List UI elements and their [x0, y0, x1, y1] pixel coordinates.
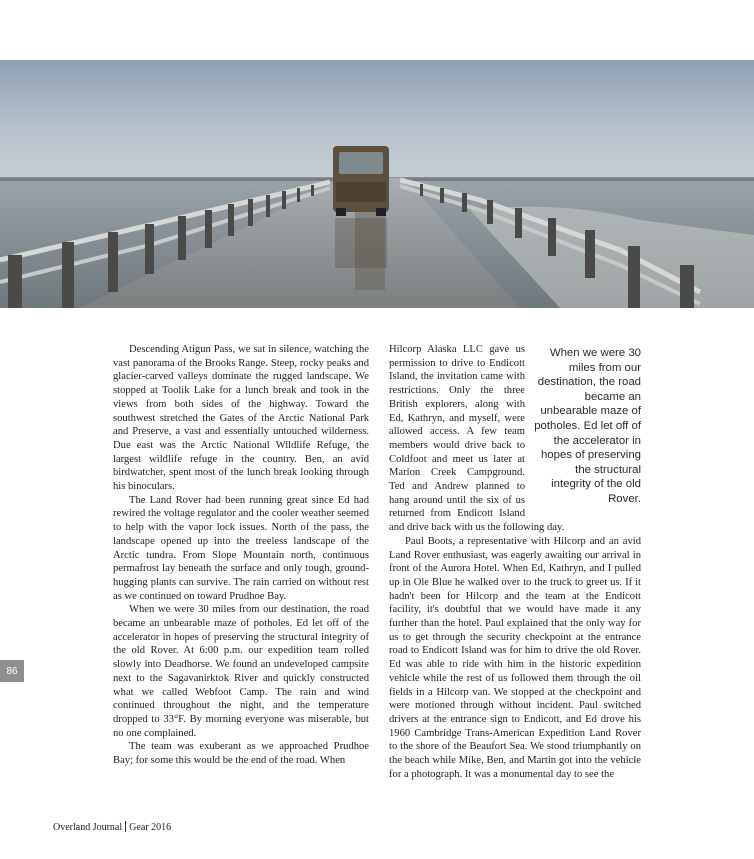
article-paragraph: Hilcorp Alaska LLC gave us permission to drive to Endicott Island, the invitation came with restrictions. Only the three British explorers, along with Ed, Kathryn, and myself, were allowed access. A few team members would drive back to Coldfoot and meet us later at Marion Creek Campground. Ted and Andrew planned to hang around until the six of us returned from Endicott Island and drive back with us the following day.	[389, 344, 565, 534]
hero-photo	[0, 60, 754, 308]
article-paragraph: Descending Atigun Pass, we sat in silence, watching the vast panorama of the Brooks Range. Steep, rocky peaks and glacier-carved valleys dominate the rugged landscape. We stopped at Toolik Lake for a lunch break and took in the views from both sides of the highway. Toward the southwest stretched the Gates of the Arctic National Park and Preserve, a vast and essentially untouched wilderness. Due east was the Arctic National Wildlife Refuge, the largest wildlife refuge in the country. Ben, an avid birdwatcher, spent most of the lunch break looking through his binoculars.	[113, 344, 369, 493]
bridge-landscape-image	[0, 60, 754, 308]
article-paragraph: The Land Rover had been running great since Ed had rewired the voltage regulator and the cooler weather seemed to help with the vapor lock issues. North of the pass, the landscape opened up into the treeless landscape of the Arctic tundra. From Slope Mountain north, continuous permafrost lay beneath the surface and only tough, ground-hugging plants can survive. The rain carried on without rest as we continued on toward Prudhoe Bay.	[113, 494, 369, 602]
issue-name: Gear 2016	[129, 822, 172, 833]
footer-divider	[125, 821, 126, 832]
publication-name: Overland Journal	[53, 822, 123, 833]
land-rover-vehicle	[333, 146, 389, 216]
article-paragraph: When we were 30 miles from our destination, the road became an unbearable maze of potholes. Ed let off of the accelerator in hopes of preserving the structural integrity of the old Rover. At 6:00 p.m. our expedition team rolled slowly into Deadhorse. We found an undeveloped campsite next to the Sagavanirktok River and quickly constructed what we called Webfoot Camp. The rain and wind continued throughout the night, and the temperature dropped to 33°F. By morning everyone was miserable, but no one complained.	[113, 604, 369, 739]
article-column-right	[389, 343, 641, 782]
article-paragraph: Paul Boots, a representative with Hilcorp and an avid Land Rover enthusiast, was eagerly awaiting our arrival in front of the Aurora Hotel. When Ed, Kathryn, and I pulled up in Ole Blue he walked over to the truck to greet us. If it hadn't been for Hilcorp and the team at the Endicott facility, it's doubtful that we would have made it any further than the hotel. Paul explained that the only way for us to get through the security checkpoint at the entrance road to Endicott Island was for him to drive the old Rover. Ed was able to ride with him in the historic expedition vehicle while the rest of us followed them through the oil fields in a Hilcorp van. We stopped at the checkpoint and were motioned through without incident. Paul switched drivers at the entrance sign to Endicott, and Ed drove his 1960 Cambridge Trans-American Expedition Land Rover to the shore of the Beaufort Sea. We stood triumphantly on the beach while Mike, Ben, and Martin got into the vehicle for a photograph. It was a monumental day to see the	[389, 535, 641, 780]
article-paragraph: The team was exuberant as we approached Prudhoe Bay; for some this would be the end of the road. When	[113, 741, 369, 767]
article-column-left	[113, 343, 369, 768]
page-number: 86	[0, 660, 24, 682]
pull-quote: When we were 30 miles from our destination, the road became an unbearable maze of potholes. Ed let off of the accelerator in hopes of preserving the structural integrity of the old Rover.	[534, 347, 641, 505]
footer	[53, 821, 171, 833]
